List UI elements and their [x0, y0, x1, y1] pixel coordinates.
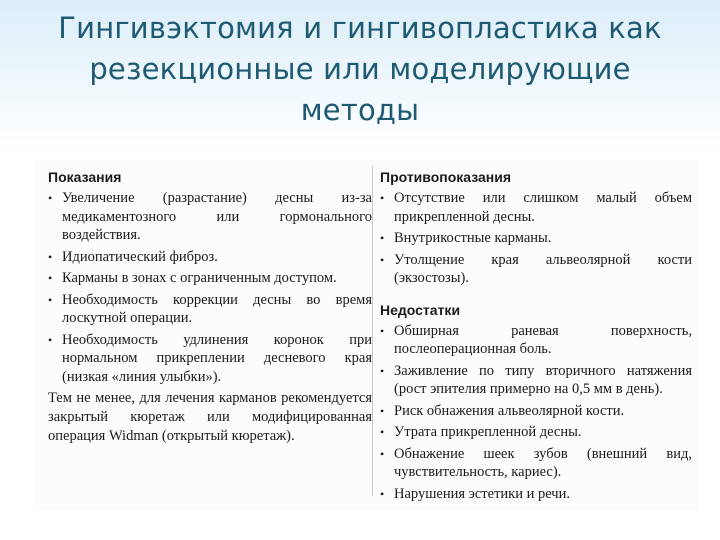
list-item: • Внутрикостные карманы. [380, 230, 552, 246]
indications-heading: Показания [48, 169, 122, 185]
list-item: • Увеличение (разрастание) десны из-за медикаментозного или гормонального воздействия. [48, 190, 372, 243]
bullet-icon: • [48, 271, 53, 285]
bullet-icon: • [48, 191, 53, 205]
list-item: • Обнажение шеек зубов (внешний вид, чувствительность, кариес). [380, 445, 692, 480]
bullet-icon: • [48, 292, 53, 307]
bullet-icon: • [380, 363, 385, 378]
bullet-icon: • [380, 252, 385, 267]
list-item: • Необходимость удлинения коронок при нормальном прикреплении десневого края (низкая «линия улыбки»). [48, 331, 372, 385]
list-item: • Риск обнажения альвеолярной кости. [380, 402, 625, 419]
contraindications-list [380, 189, 692, 288]
list-item: • Карманы в зонах с ограниченным доступом. [48, 270, 337, 286]
indications-column [48, 166, 372, 446]
list-item: • Обширная раневая поверхность, послеоперационная боль. [380, 322, 692, 357]
slide-title-line-2: резекционные или моделирующие [89, 52, 631, 86]
bullet-icon: • [380, 191, 385, 205]
scanned-text-block [34, 160, 698, 510]
bullet-icon: • [380, 323, 385, 338]
bullet-icon: • [380, 403, 385, 418]
bullet-icon: • [380, 425, 385, 439]
slide-title [0, 8, 720, 131]
bullet-icon: • [380, 486, 385, 501]
bullet-icon: • [380, 231, 385, 245]
list-item: • Утолщение края альвеолярной кости (экзостозы). [380, 251, 692, 286]
list-item: • Идиопатический фиброз. [48, 248, 218, 265]
bullet-icon: • [380, 446, 385, 461]
disadvantages-list [380, 322, 692, 504]
contraindications-heading: Противопоказания [380, 169, 512, 185]
list-item: • Заживление по типу вторичного натяжения (рост эпителия примерно на 0,5 мм в день). [380, 362, 692, 397]
list-item: • Отсутствие или слишком малый объем прикрепленной десны. [380, 190, 692, 225]
indications-note: Тем не менее, для лечения карманов рекомендуется закрытый кюретаж или модифицированная операция Widman (открытый кюретаж). [48, 390, 372, 444]
bullet-icon: • [48, 249, 53, 264]
disadvantages-heading: Недостатки [380, 301, 461, 318]
indications-list [48, 189, 372, 386]
slide-title-line-1: Гингивэктомия и гингивопластика как [58, 11, 662, 45]
list-item: • Нарушения эстетики и речи. [380, 485, 570, 502]
right-column [380, 166, 692, 506]
list-item: • Утрата прикрепленной десны. [380, 424, 582, 440]
list-item: • Необходимость коррекции десны во время лоскутной операции. [48, 291, 372, 326]
bullet-icon: • [48, 332, 53, 347]
slide-title-line-3: методы [300, 93, 420, 127]
